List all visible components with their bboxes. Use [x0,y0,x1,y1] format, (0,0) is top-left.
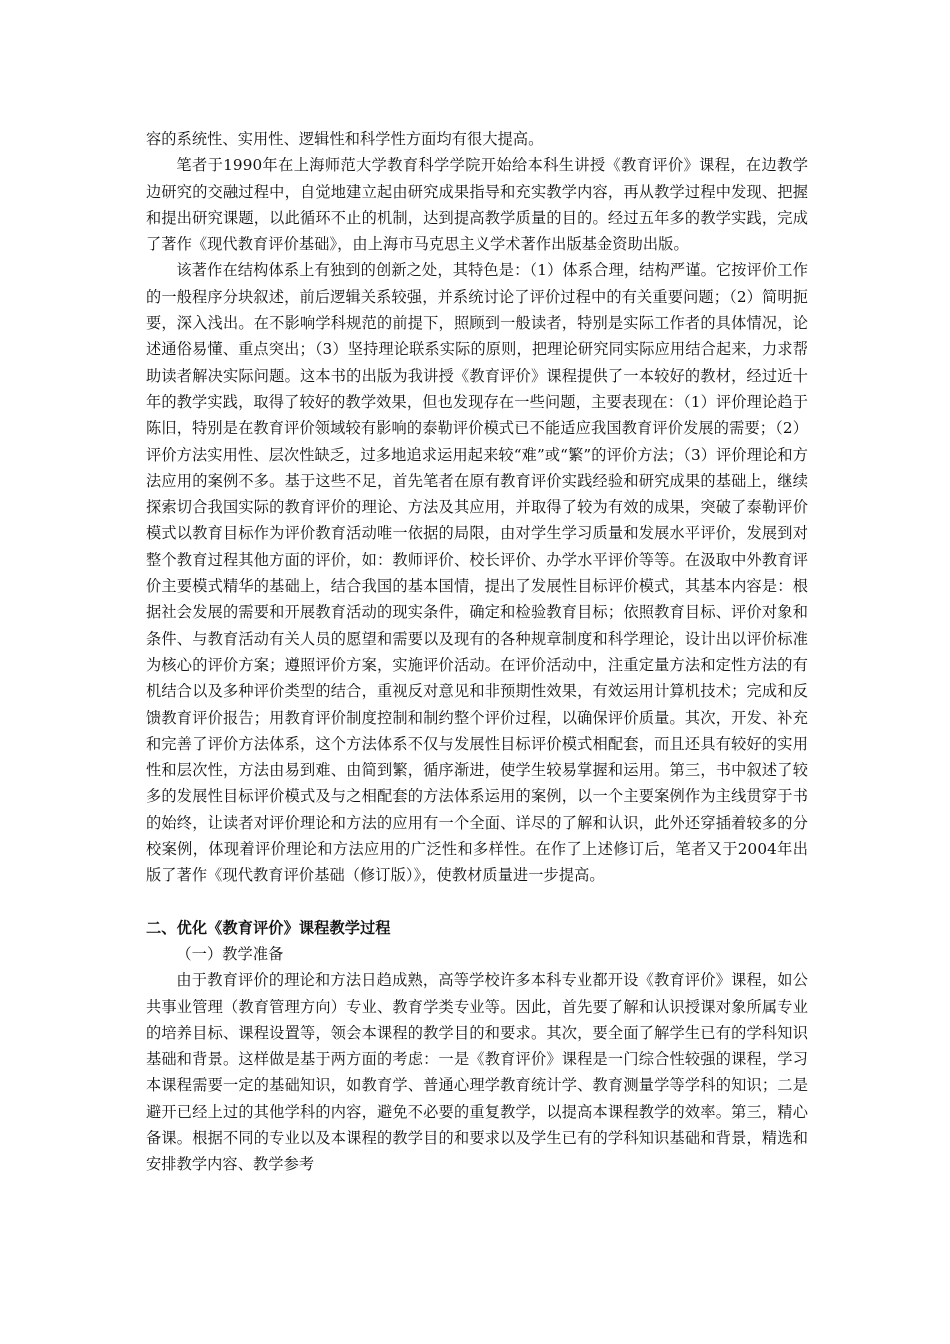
document-page [146,126,808,1178]
subsection-heading: （一）教学准备 [176,944,284,963]
section-heading: 二、优化《教育评价》课程教学过程 [146,918,391,937]
paragraph-continuation: 容的系统性、实用性、逻辑性和科学性方面均有很大提高。 [146,130,544,148]
paragraph-teaching-preparation: 由于教育评价的理论和方法日趋成熟，高等学校许多本科专业都开设《教育评价》课程，如公共事业管理（教育管理方向）专业、教育学类专业等。因此，首先要了解和认识授课对象所属专业的培养目标、课程设置等，领会本课程的教学目的和要求。其次，要全面了解学生已有的学科知识基础和背景。这样做是基于两方面的考虑：一是《教育评价》课程是一门综合性较强的课程，学习本课程需要一定的基础知识，如教育学、普通心理学教育统计学、教育测量学等学科的知识；二是避开已经上过的其他学科的内容，避免不必要的重复教学，以提高本课程教学的效率。第三，精心备课。根据不同的专业以及本课程的教学目的和要求以及学生已有的学科知识基础和背景，精选和安排教学内容、教学参考 [146,971,808,1174]
paragraph-book-features: 该著作在结构体系上有独到的创新之处，其特色是：（1）体系合理，结构严谨。它按评价工作的一般程序分块叙述，前后逻辑关系较强，并系统讨论了评价过程中的有关重要问题；（2）简明扼要，深入浅出。在不影响学科规范的前提下，照顾到一般读者，特别是实际工作者的具体情况，论述通俗易懂、重点突出；（3）坚持理论联系实际的原则，把理论研究同实际应用结合起来，力求帮助读者解决实际问题。这本书的出版为我讲授《教育评价》课程提供了一本较好的教材，经过近十年的教学实践，取得了较好的教学效果，但也发现存在一些问题，主要表现在：（1）评价理论趋于陈旧，特别是在教育评价领域较有影响的泰勒评价模式已不能适应我国教育评价发展的需要；（2）评价方法实用性、层次性缺乏，过多地追求运用起来较“难”或“繁”的评价方法；（3）评价理论和方法应用的案例不多。基于这些不足，首先笔者在原有教育评价实践经验和研究成果的基础上，继续探索切合我国实际的教育评价的理论、方法及其应用，并取得了较为有效的成果，突破了泰勒评价模式以教育目标作为评价教育活动唯一依据的局限，由对学生学习质量和发展水平评价，发展到对整个教育过程其他方面的评价，如：教师评价、校长评价、办学水平评价等等。在汲取中外教育评价主要模式精华的基础上，结合我国的基本国情，提出了发展性目标评价模式，其基本内容是：根据社会发展的需要和开展教育活动的现实条件，确定和检验教育目标；依照教育目标、评价对象和条件、与教育活动有关人员的愿望和需要以及现有的各种规章制度和科学理论，设计出以评价标准为核心的评价方案；遵照评价方案，实施评价活动。在评价活动中，注重定量方法和定性方法的有机结合以及多种评价类型的结合，重视反对意见和非预期性效果，有效运用计算机技术；完成和反馈教育评价报告；用教育评价制度控制和制约整个评价过程，以确保评价质量。其次，开发、补充和完善了评价方法体系，这个方法体系不仅与发展性目标评价模式相配套，而且还具有较好的实用性和层次性，方法由易到难、由简到繁，循序渐进，使学生较易掌握和运用。第三，书中叙述了较多的发展性目标评价模式及与之相配套的方法体系运用的案例，以一个主要案例作为主线贯穿于书的始终，让读者对评价理论和方法的应用有一个全面、详尽的了解和认识，此外还穿插着较多的分校案例，体现着评价理论和方法应用的广泛性和多样性。在作了上述修订后，笔者又于2004年出版了著作《现代教育评价基础（修订版）》，使教材质量进一步提高。 [146,261,808,885]
paragraph-course-history: 笔者于1990年在上海师范大学教育科学学院开始给本科生讲授《教育评价》课程，在边教学边研究的交融过程中，自觉地建立起由研究成果指导和充实教学内容，再从教学过程中发现、把握和提出研究课题，以此循环不止的机制，达到提高教学质量的目的。经过五年多的教学实践，完成了著作《现代教育评价基础》，由上海市马克思主义学术著作出版基金资助出版。 [146,156,808,254]
section-spacer [146,889,808,915]
